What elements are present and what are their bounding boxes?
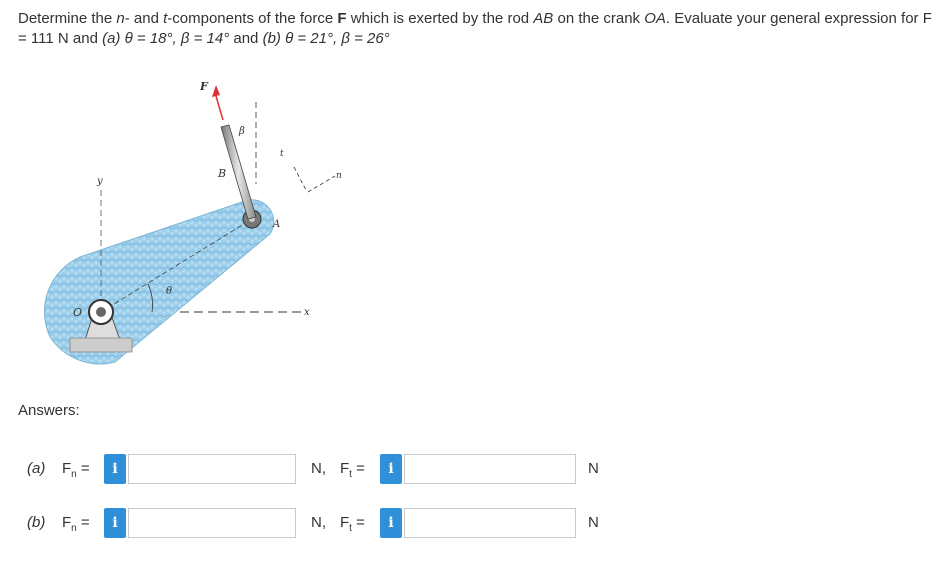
label-B: B [218,167,227,180]
ft-input-a[interactable] [404,454,576,484]
label-theta: θ [166,286,173,297]
info-button-fn-b[interactable]: i [104,508,126,538]
info-button-fn-a[interactable]: i [104,454,126,484]
label-beta: β [239,126,245,137]
unit-mid-b: N, [311,514,326,531]
answers-label: Answers: [18,402,80,419]
unit-end-a: N [588,460,599,477]
ft-input-b[interactable] [404,508,576,538]
label-y: y [97,176,103,187]
info-button-ft-a[interactable]: i [380,454,402,484]
label-O: O [73,306,83,319]
fn-input-b[interactable] [128,508,296,538]
label-F: F [200,80,208,93]
question-text: Determine the n- and t-components of the force F which is exerted by the rod AB on the crank OA. Evaluate your general expression for F = 111 N and (a) θ = 18°, β = 14° and (b) θ = 21°, β = 26° [18,10,932,47]
answer-row-b [0,506,947,540]
fn-label-b: $F_n$ = [62,514,90,534]
info-button-ft-b[interactable]: i [380,508,402,538]
label-n: n [336,171,342,181]
part-label-a: (a) [27,460,46,477]
ft-label-b: $F_t$ = [340,514,365,534]
unit-mid-a: N, [311,460,326,477]
fn-input-a[interactable] [128,454,296,484]
label-x: x [304,307,310,318]
fn-label-a: $F_n$ = [62,460,90,480]
part-label-b: (b) [27,514,46,531]
answer-row-a [0,452,947,486]
label-A: A [273,219,281,230]
label-t: t [280,149,284,159]
crank-diagram [30,72,342,372]
ft-label-a: $F_t$ = [340,460,365,480]
unit-end-b: N [588,514,599,531]
